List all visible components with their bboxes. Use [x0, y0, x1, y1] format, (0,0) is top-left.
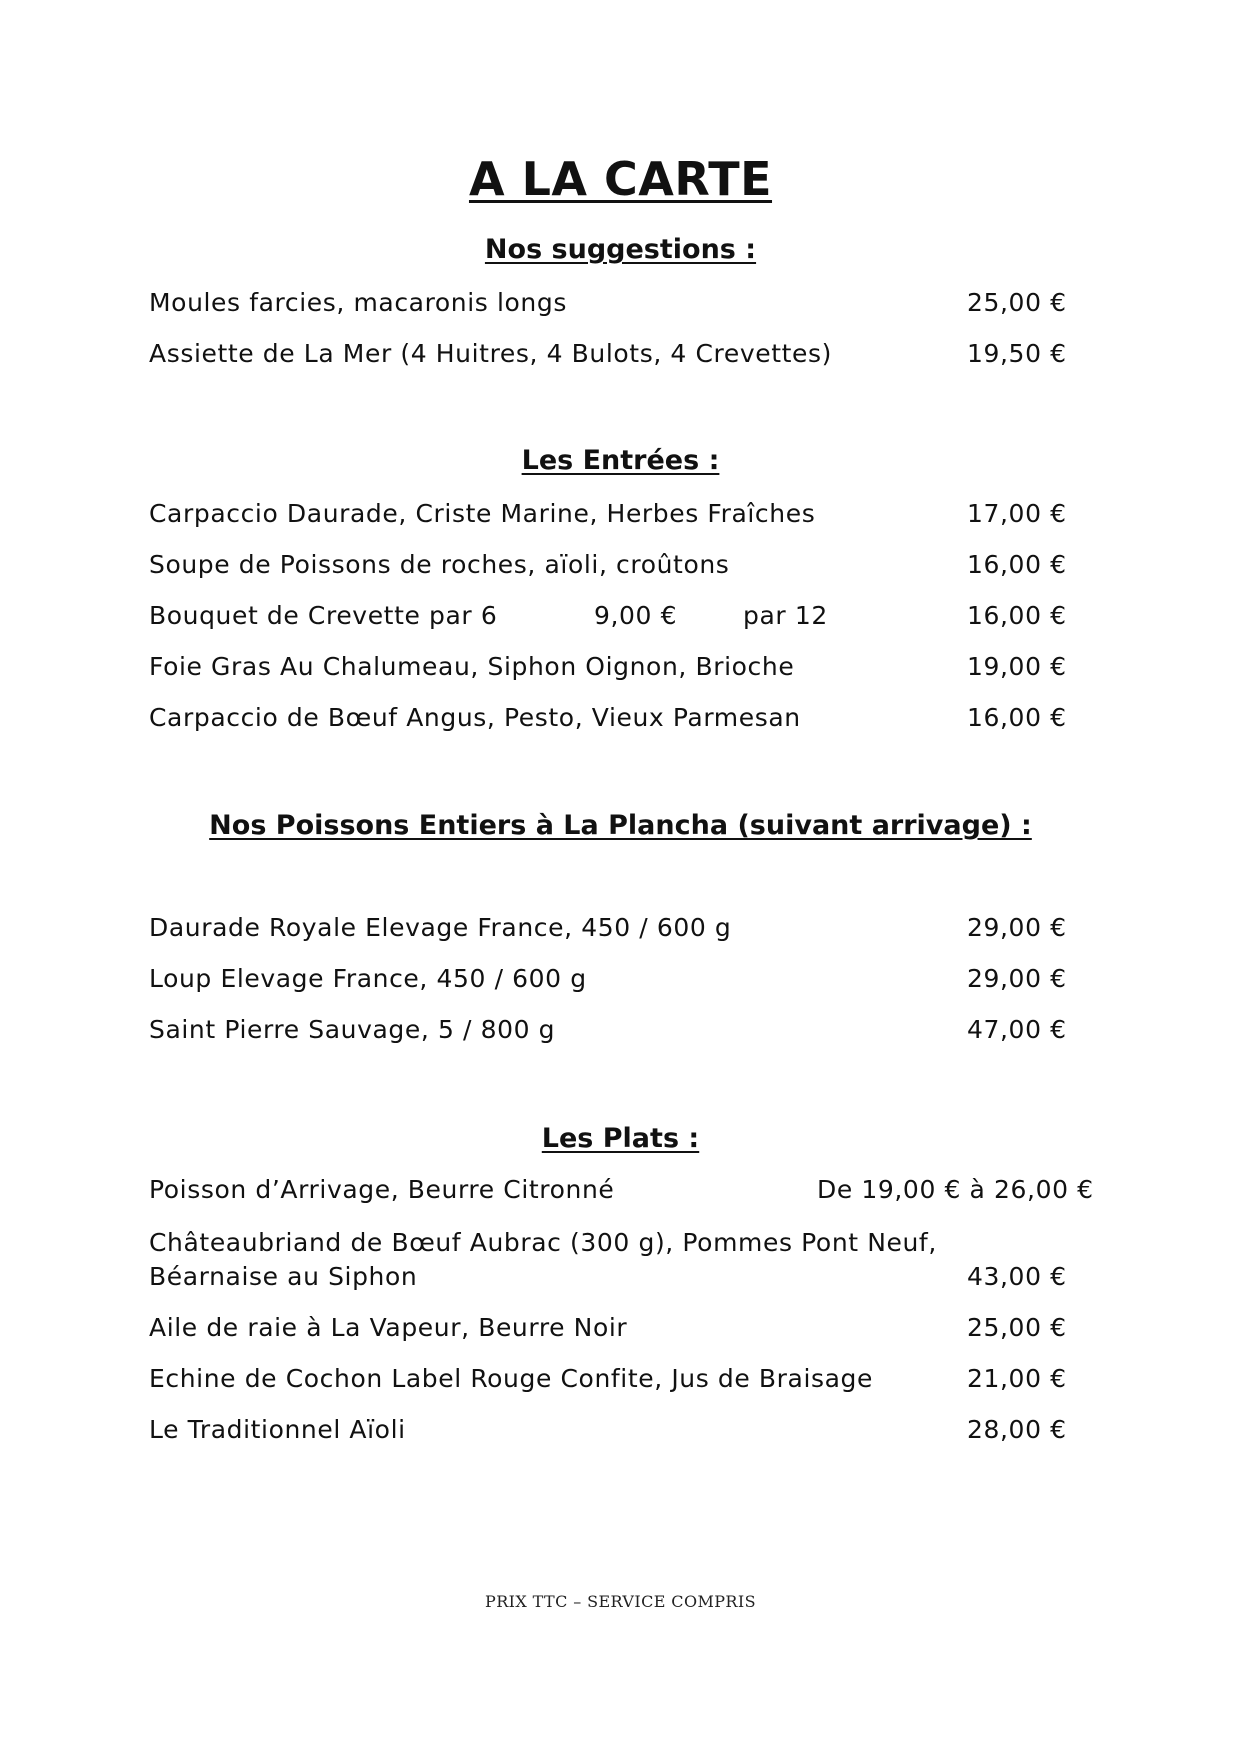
- footer-note: PRIX TTC – SERVICE COMPRIS: [485, 1592, 756, 1611]
- menu-item-price: 25,00 €: [967, 288, 1067, 317]
- menu-item-name: Saint Pierre Sauvage, 5 / 800 g: [149, 1015, 556, 1044]
- menu-item-name: Carpaccio de Bœuf Angus, Pesto, Vieux Parmesan: [149, 703, 801, 732]
- menu-item-price: 21,00 €: [967, 1364, 1067, 1393]
- section-heading-poissons: Nos Poissons Entiers à La Plancha (suivant arrivage) :: [209, 810, 1032, 841]
- menu-item-name: Soupe de Poissons de roches, aïoli, croûtons: [149, 550, 730, 579]
- section-heading-entrees: Les Entrées :: [521, 445, 720, 476]
- menu-item-name: Assiette de La Mer (4 Huitres, 4 Bulots, 4 Crevettes): [149, 339, 832, 368]
- menu-item-price-small: 9,00 €: [594, 601, 678, 630]
- menu-item-price: 16,00 €: [967, 601, 1067, 630]
- menu-item-price: 16,00 €: [967, 703, 1067, 732]
- menu-item-price: 16,00 €: [967, 550, 1067, 579]
- menu-item-name: Foie Gras Au Chalumeau, Siphon Oignon, Brioche: [149, 652, 795, 681]
- menu-item-price: 19,50 €: [967, 339, 1067, 368]
- menu-item-price: 29,00 €: [967, 913, 1067, 942]
- section-heading-plats: Les Plats :: [541, 1123, 700, 1154]
- section-heading-suggestions: Nos suggestions :: [484, 234, 757, 265]
- menu-item-name-line1: Châteaubriand de Bœuf Aubrac (300 g), Pommes Pont Neuf,: [149, 1228, 937, 1257]
- menu-item-price: 19,00 €: [967, 652, 1067, 681]
- menu-item-name: Aile de raie à La Vapeur, Beurre Noir: [149, 1313, 628, 1342]
- menu-item-name: Loup Elevage France, 450 / 600 g: [149, 964, 587, 993]
- menu-item-price: 43,00 €: [967, 1262, 1067, 1291]
- menu-item-name-line2: Béarnaise au Siphon: [149, 1262, 418, 1291]
- menu-item-price-range: De 19,00 € à 26,00 €: [817, 1175, 1094, 1204]
- menu-item-price: 29,00 €: [967, 964, 1067, 993]
- menu-item-name: Bouquet de Crevette par 6: [149, 601, 498, 630]
- menu-item-name: Moules farcies, macaronis longs: [149, 288, 567, 317]
- menu-item-name: Le Traditionnel Aïoli: [149, 1415, 406, 1444]
- menu-item-quantity-label: par 12: [743, 601, 828, 630]
- page-title: A LA CARTE: [468, 152, 773, 206]
- menu-item-name: Daurade Royale Elevage France, 450 / 600 g: [149, 913, 732, 942]
- menu-item-name: Poisson d’Arrivage, Beurre Citronné: [149, 1175, 615, 1204]
- menu-item-price: 28,00 €: [967, 1415, 1067, 1444]
- menu-item-price: 25,00 €: [967, 1313, 1067, 1342]
- menu-item-price: 47,00 €: [967, 1015, 1067, 1044]
- menu-item-price: 17,00 €: [967, 499, 1067, 528]
- menu-item-name: Echine de Cochon Label Rouge Confite, Jus de Braisage: [149, 1364, 873, 1393]
- menu-item-name: Carpaccio Daurade, Criste Marine, Herbes Fraîches: [149, 499, 816, 528]
